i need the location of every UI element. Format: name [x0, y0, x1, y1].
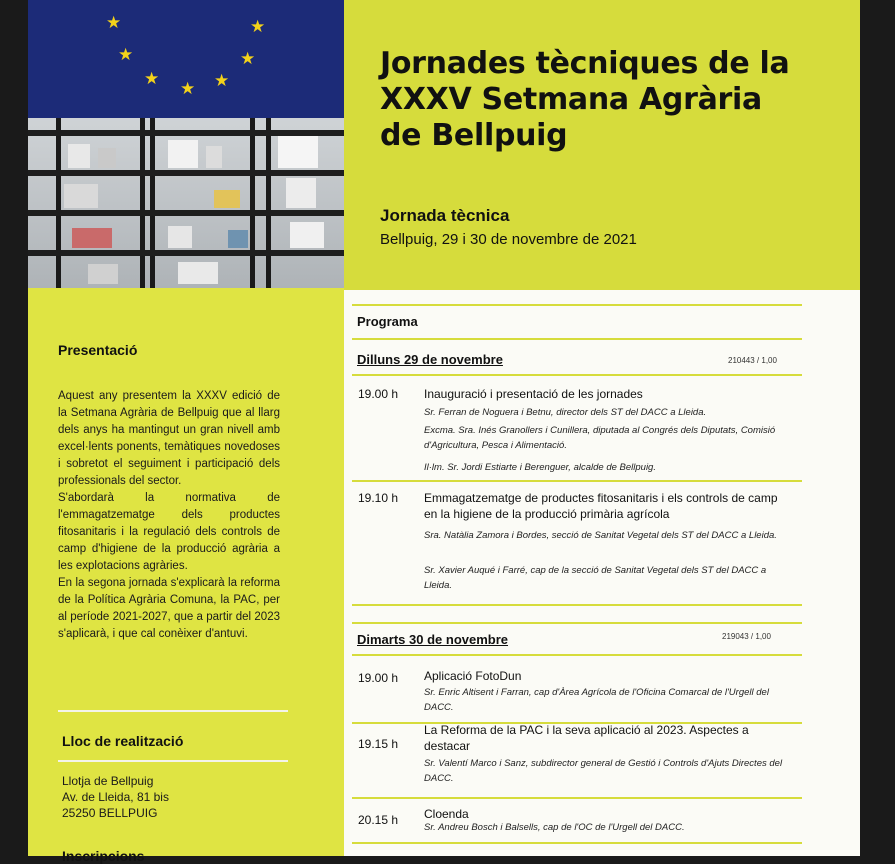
address-line: 25250 BELLPUIG: [62, 806, 158, 820]
item-title: Cloenda: [424, 807, 469, 821]
speaker: Excma. Sra. Inés Granollers i Cunillera, diputada al Congrés dels Diputats, Comisió d'Agricultura, Pesca i Alimentació.: [424, 425, 776, 451]
day-label: Dimarts 30 de novembre: [357, 632, 509, 647]
lloc-address: [62, 773, 169, 821]
speaker: Sr. Valentí Marco i Sanz, subdirector general de Gestió i Controls d'Ajuts Directes del DACC.: [424, 758, 783, 784]
speaker: Sra. Natàlia Zamora i Bordes, secció de Sanitat Vegetal dels ST del DACC a Lleida.: [424, 530, 777, 541]
eu-flag-icon: [28, 0, 344, 118]
session-code: 219043 / 1,00: [722, 632, 771, 641]
divider: [352, 338, 802, 340]
star-icon: ★: [144, 69, 160, 88]
day-label: Dilluns 29 de novembre: [357, 352, 503, 367]
star-icon: ★: [214, 71, 230, 90]
divider: [352, 797, 802, 799]
item-time: 19.15 h: [358, 737, 399, 751]
subtitle: Jornada tècnica: [380, 206, 510, 225]
star-icon: ★: [240, 49, 256, 68]
page-title: Jornades tècniques de la XXXV Setmana Agrària de Bellpuig: [380, 46, 790, 153]
inscripcions-heading: Inscripcions: [62, 848, 145, 864]
speaker: Sr. Andreu Bosch i Balsells, cap de l'OC de l'Urgell del DACC.: [424, 822, 685, 833]
lloc-heading: Lloc de realització: [62, 733, 184, 749]
divider: [352, 304, 802, 306]
item-title: Aplicació FotoDun: [424, 669, 522, 683]
warehouse-shelves-photo: [28, 118, 344, 288]
address-line: Av. de Lleida, 81 bis: [62, 790, 169, 804]
address-line: Llotja de Bellpuig: [62, 774, 154, 788]
presentacio-paragraph: S'abordarà la normativa de l'emmagatzematge dels productes fitosanitaris i la regulació dels controls de camp d'higiene de la producció agrària a les explotacions agràries.: [58, 492, 280, 572]
presentacio-text: [58, 388, 280, 643]
star-icon: ★: [118, 45, 134, 64]
session-code: 210443 / 1,00: [728, 356, 777, 365]
divider: [352, 480, 802, 482]
divider: [58, 710, 288, 712]
item-title: Inauguració i presentació de les jornades: [424, 387, 643, 401]
presentacio-paragraph: En la segona jornada s'explicarà la reforma de la Política Agrària Comuna, la PAC, per al període 2021-2027, que a partir del 2023 s'aplicarà, i que cal conèixer d'antuvi.: [58, 577, 280, 640]
divider: [352, 654, 802, 656]
item-time: 20.15 h: [358, 813, 399, 827]
speaker: Il·lm. Sr. Jordi Estiarte i Berenguer, alcalde de Bellpuig.: [424, 462, 656, 473]
item-title: Emmagatzematge de productes fitosanitaris i els controls de camp en la higiene de la producció primària agrícola: [424, 491, 778, 521]
speaker: Sr. Ferran de Noguera i Betnu, director dels ST del DACC a Lleida.: [424, 407, 707, 418]
presentacio-heading: Presentació: [58, 342, 138, 358]
date-line: Bellpuig, 29 i 30 de novembre de 2021: [380, 231, 637, 248]
divider: [352, 842, 802, 844]
programa-heading: Programa: [357, 314, 418, 329]
item-time: 19.00 h: [358, 671, 399, 685]
divider: [352, 622, 802, 624]
speaker: Sr. Enric Altisent i Farran, cap d'Àrea Agrícola de l'Oficina Comarcal de l'Urgell del DACC.: [424, 687, 769, 713]
divider: [352, 374, 802, 376]
item-title: La Reforma de la PAC i la seva aplicació al 2023. Aspectes a destacar: [424, 723, 749, 753]
speaker: Sr. Xavier Auqué i Farré, cap de la secció de Sanitat Vegetal dels ST del DACC a Lleida.: [424, 565, 767, 591]
star-icon: ★: [106, 13, 122, 32]
star-icon: ★: [180, 79, 196, 98]
divider: [58, 760, 288, 762]
divider: [352, 604, 802, 606]
presentacio-paragraph: Aquest any presentem la XXXV edició de la Setmana Agrària de Bellpuig que al llarg dels anys ha mantingut un gran nivell amb excel·lents ponents, temàtiques novedoses i sobretot el seguiment i participació dels professionals del sector.: [58, 390, 280, 487]
item-time: 19.10 h: [358, 491, 399, 505]
item-time: 19.00 h: [358, 387, 399, 401]
star-icon: ★: [250, 17, 266, 36]
